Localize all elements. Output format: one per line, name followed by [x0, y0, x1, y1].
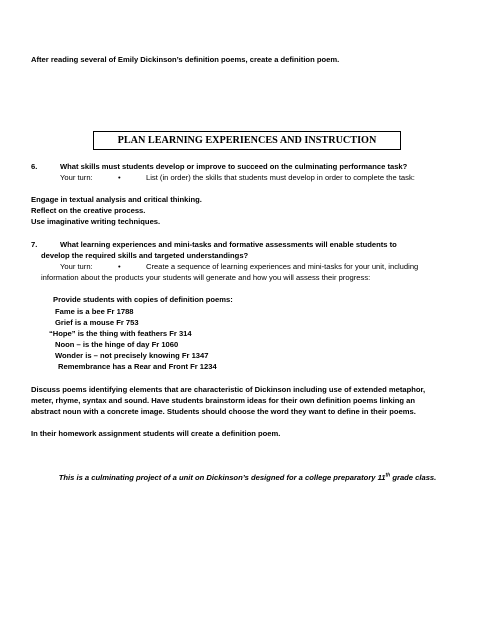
q7-question-line2: develop the required skills and targeted understandings? [41, 251, 249, 260]
poem-item: Wonder is – not precisely knowing Fr 1347 [55, 351, 209, 360]
q7-instruction-line1: Create a sequence of learning experiences and mini-tasks for your unit, including [146, 262, 419, 271]
q7-your-turn: Your turn: [60, 262, 93, 271]
q6-number: 6. [31, 162, 38, 171]
poem-item: Remembrance has a Rear and Front Fr 1234 [58, 362, 217, 371]
skill-item: Reflect on the creative process. [31, 206, 146, 215]
poems-intro: Provide students with copies of definition poems: [53, 295, 233, 304]
poem-item: “Hope” is the thing with feathers Fr 314 [49, 329, 192, 338]
q6-bullet: • [118, 173, 121, 182]
q6-question: What skills must students develop or improve to succeed on the culminating performance task? [60, 162, 408, 171]
closing-statement [0, 473, 495, 483]
closing-superscript: th [385, 472, 391, 479]
discussion-line: meter, rhyme, syntax and sound. Have students brainstorm ideas for their own definition poems linking an [31, 396, 415, 405]
q6-your-turn: Your turn: [60, 173, 93, 182]
q7-question-line1: What learning experiences and mini-tasks and formative assessments will enable students to [60, 240, 397, 249]
skill-item: Engage in textual analysis and critical thinking. [31, 195, 202, 204]
discussion-line: Discuss poems identifying elements that are characteristic of Dickinson including use of extended metaphor, [31, 385, 426, 394]
closing-text: This is a culminating project of a unit on Dickinson’s designed for a college preparatory 11 [58, 473, 386, 482]
intro-text: After reading several of Emily Dickinson’s definition poems, create a definition poem. [31, 55, 340, 64]
section-heading: PLAN LEARNING EXPERIENCES AND INSTRUCTION [93, 131, 401, 150]
closing-text-end: grade class. [390, 473, 437, 482]
poem-item: Grief is a mouse Fr 753 [55, 318, 139, 327]
q6-instruction: List (in order) the skills that students must develop in order to complete the task: [146, 173, 415, 182]
poem-item: Noon – is the hinge of day Fr 1060 [55, 340, 179, 349]
homework-text: In their homework assignment students will create a definition poem. [31, 429, 281, 438]
poem-item: Fame is a bee Fr 1788 [55, 307, 134, 316]
discussion-line: abstract noun with a concrete image. Students should choose the word they want to define in their poems. [31, 407, 416, 416]
q7-number: 7. [31, 240, 38, 249]
q7-bullet: • [118, 262, 121, 271]
skill-item: Use imaginative writing techniques. [31, 217, 161, 226]
q7-instruction-line2: information about the products your students will generate and how you will assess their progress: [41, 273, 371, 282]
